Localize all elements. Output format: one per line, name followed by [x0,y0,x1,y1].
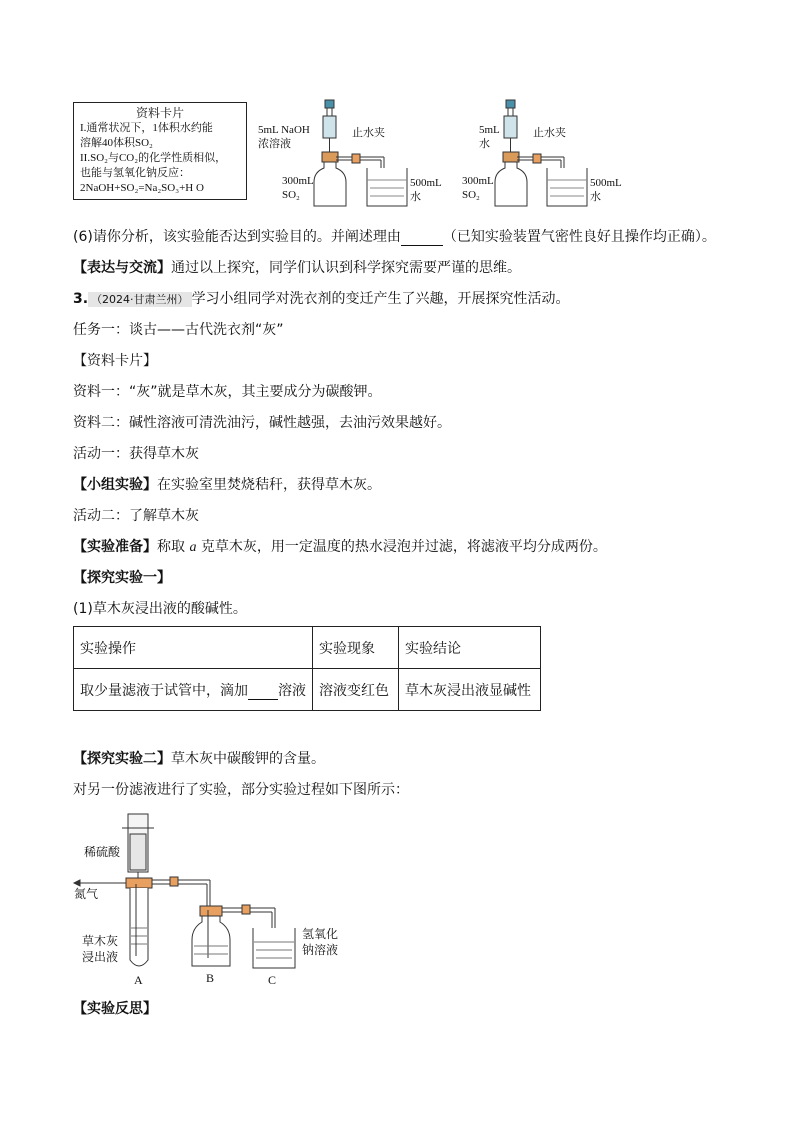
info-card-line: I.通常状况下，1体积水约能 [80,122,213,134]
right-beaker-label: 水 [590,191,601,203]
table-header: 实验结论 [399,627,541,669]
info-card [73,102,247,200]
test-tube-a [130,888,148,966]
answer-blank[interactable] [248,685,278,700]
naoh-label: 钠溶液 [302,943,339,957]
info-card-line: 2NaOH+SO₂=Na₂SO₃+H O [80,182,204,194]
experiment-2: 【探究实验二】草木灰中碳酸钾的含量。 [73,751,325,767]
left-reagent-label: 5mL NaOH [258,124,310,136]
task-1: 任务一：谈古——古代洗衣剂“灰” [73,322,284,338]
table-cell: 取少量滤液于试管中，滴加 溶液 [74,669,313,711]
beaker-c [253,928,295,968]
experiment-2-desc: 对另一份滤液进行了实验，部分实验过程如下图所示： [73,782,409,798]
source-tag: （2024·甘肃兰州） [88,292,192,307]
left-flask-label: SO₂ [282,189,300,201]
experiment-1-label: 【探究实验一】 [73,570,171,586]
activity-1: 活动一：获得草木灰 [73,446,199,462]
table-header: 实验操作 [74,627,313,669]
acid-label: 稀硫酸 [84,845,121,859]
variable-a: a [189,540,197,555]
right-flask-label: 300mL [462,175,494,187]
reflect-label: 【实验反思】 [73,1001,157,1017]
info-card-line: 也能与氢氧化钠反应： [80,167,190,179]
left-beaker-label: 500mL [410,177,442,189]
left-beaker-label: 水 [410,191,421,203]
left-flask-label: 300mL [282,175,314,187]
group-experiment: 【小组实验】在实验室里焚烧秸秆，获得草木灰。 [73,477,381,493]
experiment-prep: 【实验准备】称取 a 克草木灰，用一定温度的热水浸泡并过滤，将滤液平均分成两份。 [73,539,607,555]
result-table [73,626,541,711]
right-apparatus [495,100,587,206]
info-2: 资料二：碱性溶液可清洗油污，碱性越强，去油污效果越好。 [73,415,451,431]
apparatus-figure-2 [70,810,360,990]
section-label: 【探究实验二】 [73,751,171,767]
question-number: 3. [73,291,89,307]
question-6: (6)请你分析，该实验能否达到实验目的。并阐述理由 （已知实验装置气密性良好且操作均正确）。 [73,229,716,245]
question-1: (1)草木灰浸出液的酸碱性。 [73,601,247,617]
right-clamp-label: 止水夹 [533,127,566,139]
label-c: C [268,973,277,987]
extract-label: 浸出液 [82,950,119,964]
apparatus-figure-1 [252,98,652,210]
extract-label: 草木灰 [82,934,119,948]
section-label: 【小组实验】 [73,477,157,493]
table-header: 实验现象 [313,627,399,669]
info-1: 资料一：“灰”就是草木灰，其主要成分为碳酸钾。 [73,384,382,400]
label-b: B [206,971,215,985]
right-reagent-label: 水 [479,138,490,150]
right-beaker-label: 500mL [590,177,622,189]
right-flask-label: SO₂ [462,189,480,201]
left-apparatus [314,100,407,206]
gas-label: 氮气 [74,887,99,901]
question-3: 3. （2024·甘肃兰州） 学习小组同学对洗衣剂的变迁产生了兴趣，开展探究性活动。 [73,291,570,307]
left-clamp-label: 止水夹 [352,127,385,139]
info-card-line: II.SO₂与CO₂的化学性质相似， [80,152,227,164]
table-header-row [74,627,541,669]
info-card-title: 资料卡片 [135,106,184,120]
express-section: 【表达与交流】通过以上探究，同学们认识到科学探究需要严谨的思维。 [73,260,521,276]
bottle-b [192,916,230,966]
table-cell: 溶液变红色 [313,669,399,711]
left-reagent-label: 浓溶液 [258,138,291,150]
section-label: 【资料卡片】 [73,353,157,369]
info-card-line: 溶解40体积SO₂ [80,137,153,149]
activity-2: 活动二：了解草木灰 [73,508,199,524]
right-reagent-label: 5mL [479,124,500,136]
label-a: A [134,973,143,987]
table-cell: 草木灰浸出液显碱性 [399,669,541,711]
naoh-label: 氢氧化 [302,927,339,941]
section-label: 【表达与交流】 [73,260,171,276]
answer-blank[interactable] [401,231,443,246]
section-label: 【实验准备】 [73,539,157,555]
table-row [74,669,541,711]
